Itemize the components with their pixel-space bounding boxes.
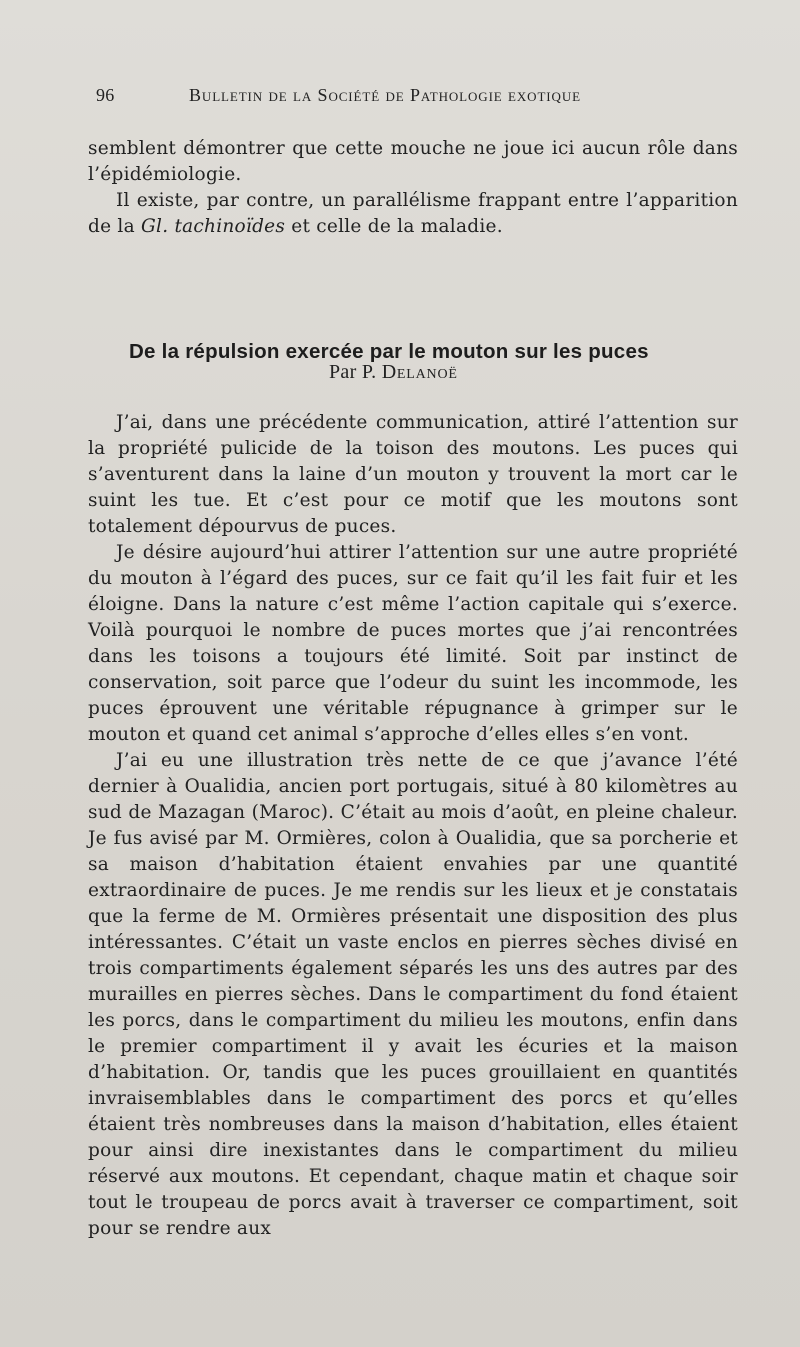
- intro-text: [88, 136, 738, 240]
- article-body: [88, 410, 738, 1242]
- article-title: De la répulsion exercée par le mouton sur les puces: [129, 339, 649, 363]
- article-paragraph-1: J’ai, dans une précédente communication, attiré l’attention sur la propriété pulicide de la toison des moutons. Les puces qui s’aventurent dans la laine d’un mouton y trouvent la mort car le suint les tue. Et c’est pour ce motif que les moutons sont totalement dépourvus de puces.: [88, 412, 738, 537]
- page-number: 96: [96, 85, 115, 105]
- page-header: [96, 85, 746, 109]
- byline-author: Delanoë: [381, 361, 458, 383]
- article-paragraph-2: Je désire aujourd’hui attirer l’attention sur une autre propriété du mouton à l’égard des puces, sur ce fait qu’il les fait fuir et les éloigne. Dans la nature c’est même l’action capitale qui s’exerce. Voilà pourquoi le nombre de puces mortes que j’ai rencontrées dans les toisons a toujours été limité. Soit par instinct de conservation, soit parce que l’odeur du suint les incommode, les puces éprouvent une véritable répugnance à grimper sur le mouton et quand cet animal s’approche d’elles elles s’en vont.: [88, 542, 738, 745]
- intro-paragraph-2-after: et celle de la maladie.: [285, 216, 503, 237]
- intro-paragraph-2-before: Il existe, par contre, un parallélisme frappant entre l’apparition de la: [88, 190, 738, 237]
- intro-paragraph-2: [88, 188, 738, 240]
- byline-prefix: Par P.: [329, 361, 377, 383]
- article-paragraph-3: J’ai eu une illustration très nette de ce que j’avance l’été dernier à Oualidia, ancien port portugais, situé à 80 kilomètres au sud de Mazagan (Maroc). C’était au mois d’août, en pleine chaleur. Je fus avisé par M. Ormières, colon à Oualidia, que sa porcherie et sa maison d’habitation étaient envahies par une quantité extraordinaire de puces. Je me rendis sur les lieux et je constatais que la ferme de M. Ormières présentait une disposition des plus intéressantes. C’était un vaste enclos en pierres sèches divisé en trois compartiments également séparés les uns des autres par des murailles en pierres sèches. Dans le compartiment du fond étaient les porcs, dans le compartiment du milieu les moutons, enfin dans le premier compartiment il y avait les écuries et la maison d’habitation. Or, tandis que les puces grouillaient en quantités invraisemblables dans le compartiment des porcs et qu’elles étaient très nombreuses dans la maison d’habitation, elles étaient pour ainsi dire inexistantes dans le compartiment du milieu réservé aux moutons. Et cependant, chaque matin et chaque soir tout le troupeau de porcs avait à traverser ce compartiment, soit pour se rendre aux: [88, 750, 738, 1239]
- article-byline: [329, 361, 549, 384]
- intro-paragraph-2-species: Gl. tachinoïdes: [141, 216, 286, 237]
- intro-paragraph-1: semblent démontrer que cette mouche ne joue ici aucun rôle dans l’épidémiologie.: [88, 138, 738, 185]
- running-head: Bulletin de la Société de Pathologie exotique: [189, 85, 581, 105]
